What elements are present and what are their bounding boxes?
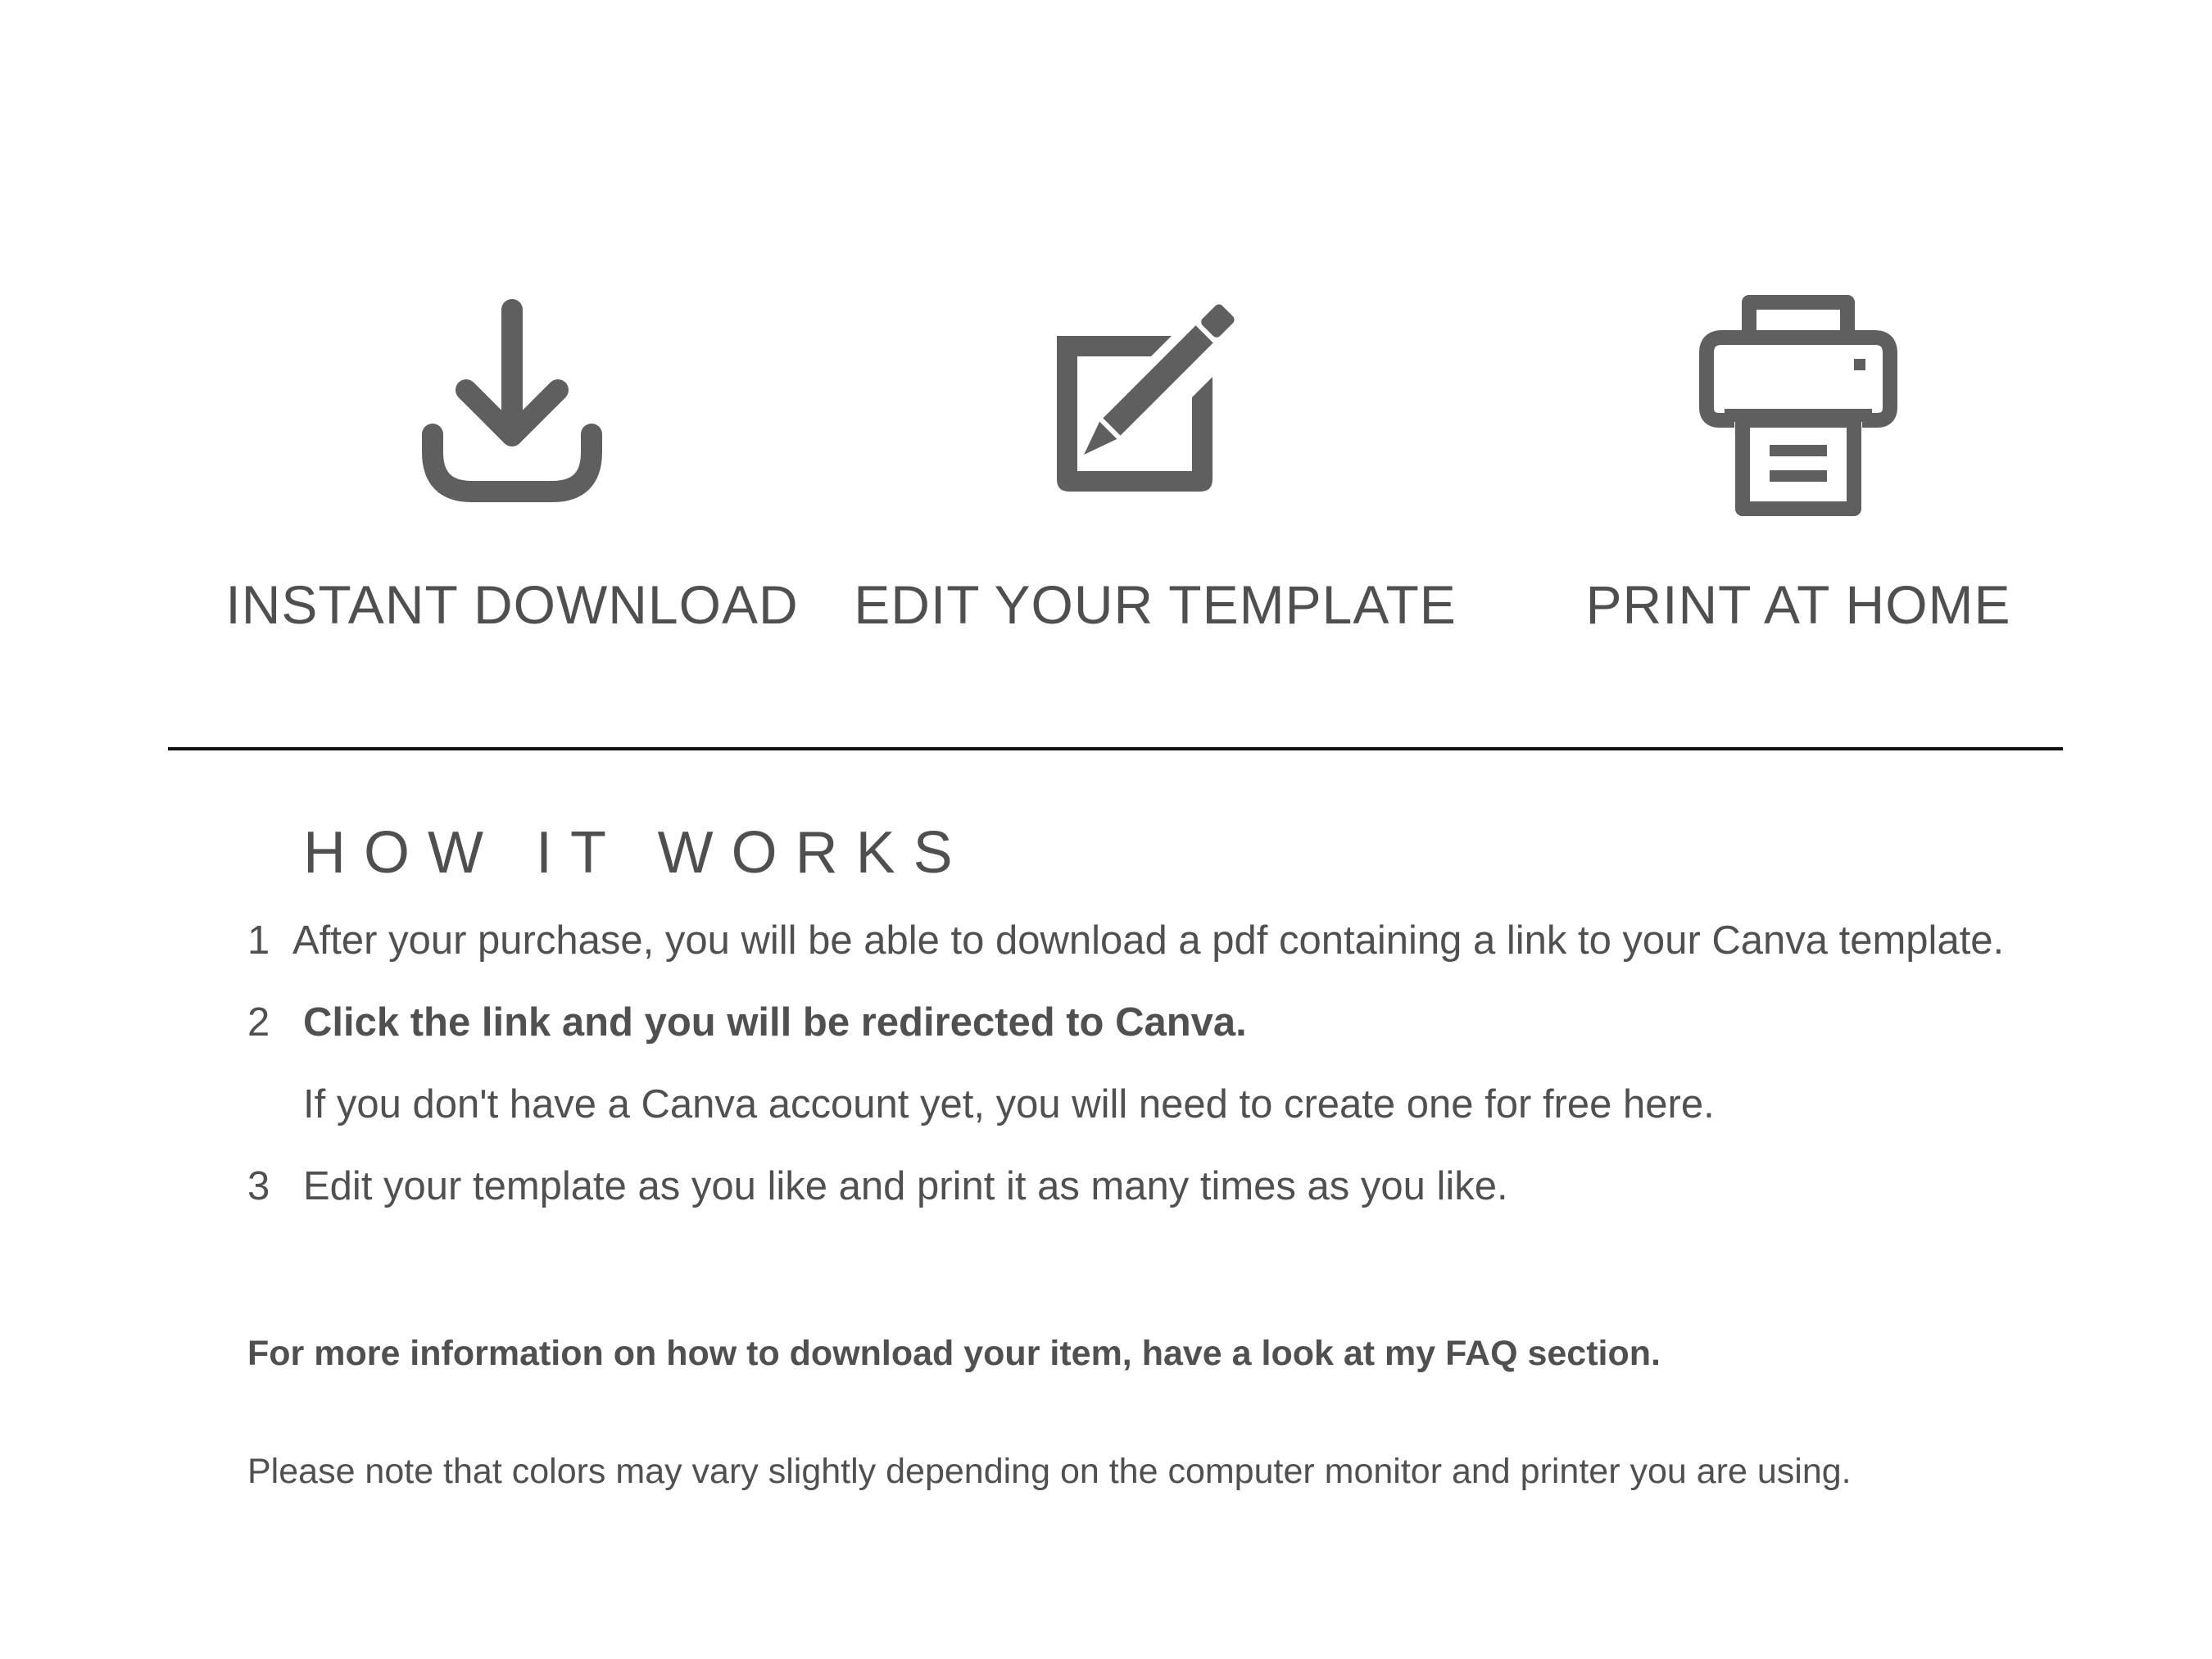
feature-label: PRINT AT HOME xyxy=(1585,574,2011,635)
download-icon xyxy=(414,295,610,508)
edit-icon xyxy=(1040,295,1270,508)
step-text: Click the link and you will be redirected to Canva. xyxy=(303,1000,1247,1045)
step-subtext: If you don't have a Canva account yet, you will need to create one for free here. xyxy=(303,1082,1715,1126)
color-disclaimer: Please note that colors may vary slightly depending on the computer monitor and printer you are using. xyxy=(247,1452,1852,1491)
feature-label: EDIT YOUR TEMPLATE xyxy=(854,574,1457,635)
step-number: 3 xyxy=(247,1164,270,1208)
feature-print-at-home xyxy=(1487,291,2110,635)
step-text: After your purchase, you will be able to download a pdf containing a link to your Canva template. xyxy=(292,918,2005,963)
step-number: 1 xyxy=(247,918,270,963)
section-title: HOW IT WORKS xyxy=(303,820,971,886)
divider xyxy=(168,747,2063,750)
step-number: 2 xyxy=(247,1000,270,1045)
feature-instant-download xyxy=(201,295,823,635)
step-text: Edit your template as you like and print it as many times as you like. xyxy=(303,1164,1508,1208)
feature-label: INSTANT DOWNLOAD xyxy=(225,574,799,635)
feature-edit-template xyxy=(844,295,1466,635)
printer-icon xyxy=(1692,291,1905,516)
faq-note: For more information on how to download your item, have a look at my FAQ section. xyxy=(247,1334,1661,1373)
